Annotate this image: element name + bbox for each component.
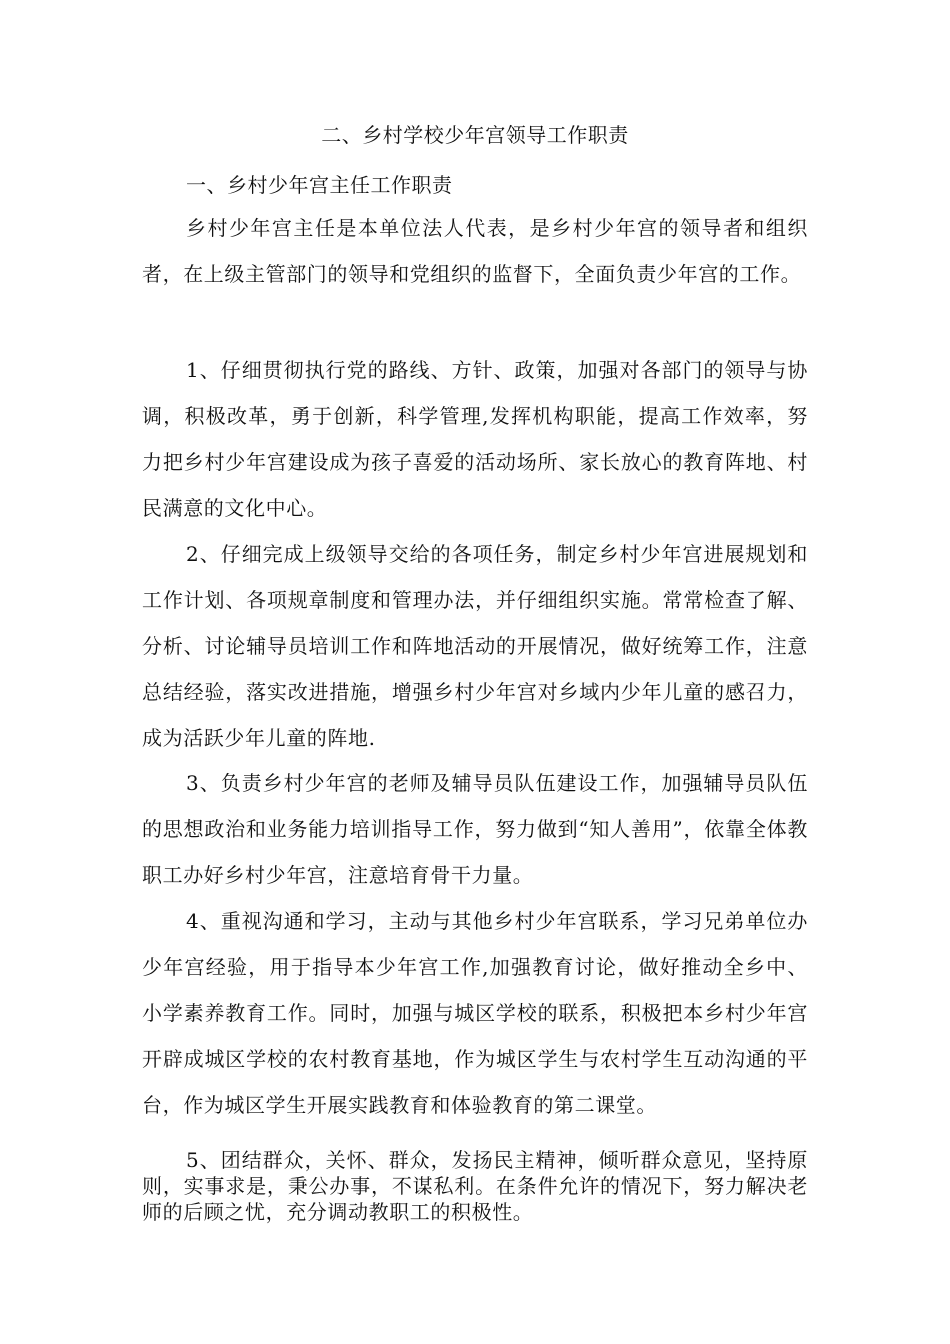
paragraph-item-1: 1、仔细贯彻执行党的路线、方针、政策，加强对各部门的领导与协调，积极改革，勇于创新，科学管理,发挥机构职能，提高工作效率，努力把乡村少年宫建设成为孩子喜爱的活动场所、家长放心的教育阵地、村民满意的文化中心。 <box>142 358 808 520</box>
paragraph-item-4: 4、重视沟通和学习，主动与其他乡村少年宫联系，学习兄弟单位办少年宫经验，用于指导本少年宫工作,加强教育讨论，做好推动全乡中、小学素养教育工作。同时，加强与城区学校的联系，积极把本乡村少年宫开辟成城区学校的农村教育基地，作为城区学生与农村学生互动沟通的平台，作为城区学生开展实践教育和体验教育的第二课堂。 <box>142 909 808 1117</box>
document-title: 二、乡村学校少年宫领导工作职责 <box>321 123 629 147</box>
section-heading: 一、乡村少年宫主任工作职责 <box>186 173 453 197</box>
paragraph-item-2: 2、仔细完成上级领导交给的各项任务，制定乡村少年宫进展规划和工作计划、各项规章制度和管理办法，并仔细组织实施。常常检查了解、分析、讨论辅导员培训工作和阵地活动的开展情况，做好统筹工作，注意总结经验，落实改进措施，增强乡村少年宫对乡域内少年儿童的感召力，成为活跃少年儿童的阵地. <box>142 542 808 750</box>
paragraph-intro: 乡村少年宫主任是本单位法人代表，是乡村少年宫的领导者和组织者，在上级主管部门的领导和党组织的监督下，全面负责少年宫的工作。 <box>142 216 808 286</box>
paragraph-item-5: 5、团结群众，关怀、群众，发扬民主精神，倾听群众意见，坚持原则，实事求是，秉公办事，不谋私利。在条件允许的情况下，努力解决老师的后顾之忧，充分调动教职工的积极性。 <box>142 1148 808 1224</box>
paragraph-item-3: 3、负责乡村少年宫的老师及辅导员队伍建设工作，加强辅导员队伍的思想政治和业务能力培训指导工作，努力做到“知人善用”，依靠全体教职工办好乡村少年宫，注意培育骨干力量。 <box>142 771 808 887</box>
